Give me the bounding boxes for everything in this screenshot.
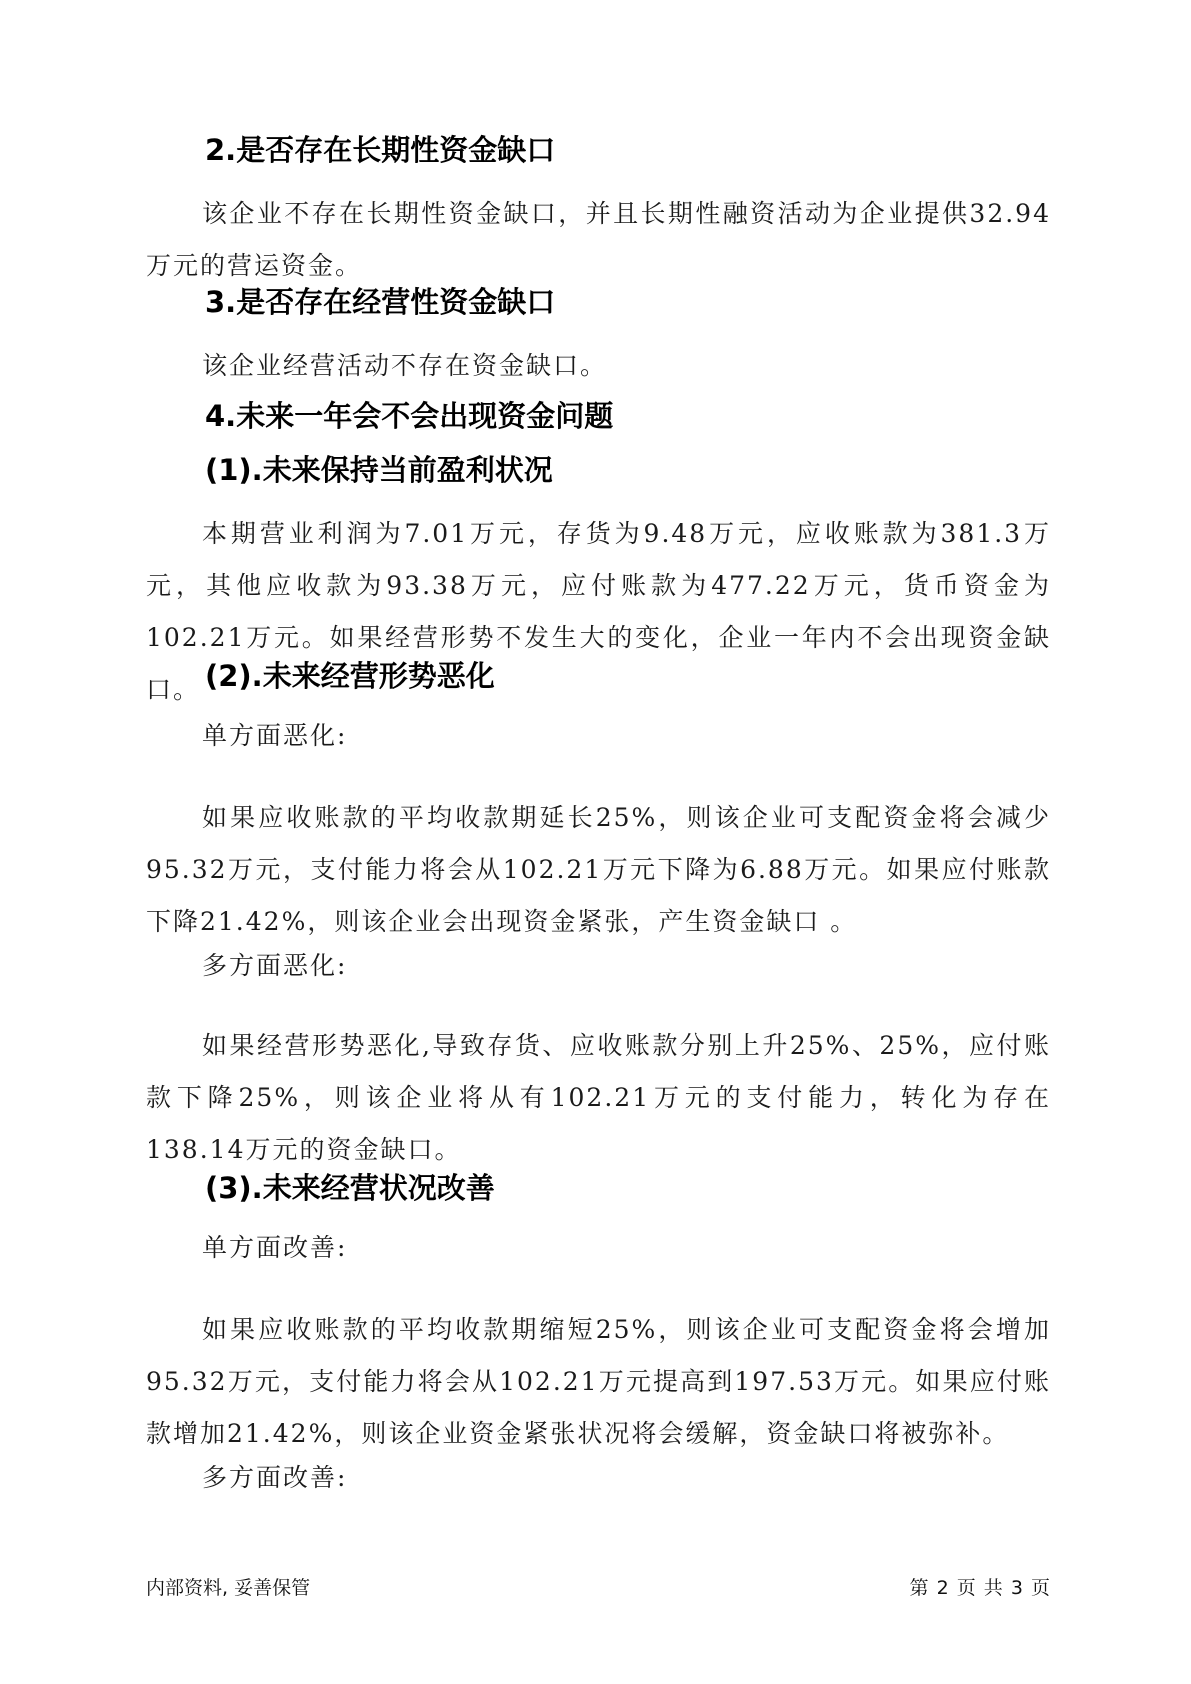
paragraph-single-improvement: 如果应收账款的平均收款期缩短25%，则该企业可支配资金将会增加95.32万元，支付能力将会从102.21万元提高到197.53万元。如果应付账款增加21.42%，则该企业资金紧张状况将会缓解，资金缺口将被弥补。 (146, 1315, 1051, 1448)
page-mid: 页 共 (956, 1577, 1004, 1599)
label-single-worsening: 单方面恶化: (202, 721, 348, 750)
heading-operating-gap: 3.是否存在经营性资金缺口 (205, 285, 556, 319)
page-current: 2 (936, 1577, 950, 1599)
label-single-improvement: 单方面改善: (202, 1233, 348, 1262)
paragraph-single-worsening: 如果应收账款的平均收款期延长25%，则该企业可支配资金将会减少95.32万元，支付能力将会从102.21万元下降为6.88万元。如果应付账款下降21.42%，则该企业会出现资金紧张，产生资金缺口 。 (146, 803, 1051, 936)
heading-long-term-gap: 2.是否存在长期性资金缺口 (205, 133, 556, 167)
subheading-keep-current-profit: (1).未来保持当前盈利状况 (205, 453, 553, 487)
heading-next-year-funding: 4.未来一年会不会出现资金问题 (205, 399, 614, 433)
footer-confidential-note: 内部资料, 妥善保管 (146, 1577, 311, 1599)
page-total: 3 (1010, 1577, 1024, 1599)
paragraph-current-profit: 本期营业利润为7.01万元，存货为9.48万元，应收账款为381.3万元，其他应收款为93.38万元，应付账款为477.22万元，货币资金为102.21万元。如果经营形势不发生大的变化，企业一年内不会出现资金缺口。 (146, 519, 1051, 704)
page-prefix: 第 (909, 1577, 930, 1599)
label-multi-worsening: 多方面恶化: (202, 951, 348, 980)
label-multi-improvement: 多方面改善: (202, 1463, 348, 1492)
subheading-improvement: (3).未来经营状况改善 (205, 1171, 495, 1205)
paragraph-operating-gap: 该企业经营活动不存在资金缺口。 (202, 351, 608, 380)
footer-page-number (910, 1576, 1051, 1600)
subheading-worsening: (2).未来经营形势恶化 (205, 659, 495, 693)
page-suffix: 页 (1030, 1577, 1051, 1599)
paragraph-multi-worsening: 如果经营形势恶化,导致存货、应收账款分别上升25%、25%，应付账款下降25%，则该企业将从有102.21万元的支付能力，转化为存在138.14万元的资金缺口。 (146, 1031, 1051, 1164)
paragraph-long-term-gap: 该企业不存在长期性资金缺口，并且长期性融资活动为企业提供32.94万元的营运资金。 (146, 199, 1051, 280)
